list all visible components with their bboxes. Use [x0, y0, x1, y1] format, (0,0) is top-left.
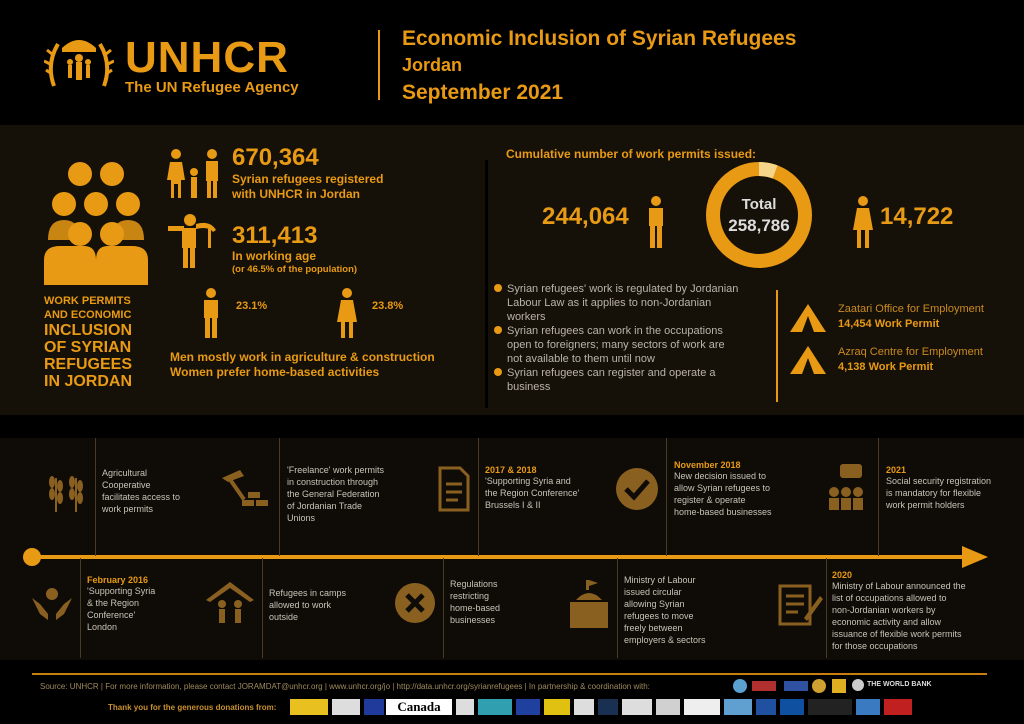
timeline-event [485, 465, 660, 511]
donor-logo [290, 699, 328, 715]
page-title: Economic Inclusion of Syrian Refugees [402, 27, 797, 50]
office-divider [776, 290, 778, 402]
logo-wordmark: UNHCR [125, 33, 289, 82]
timeline-event [269, 587, 379, 623]
event-date: February 2016 [87, 575, 149, 585]
tent-icon [788, 302, 828, 334]
ministry-building-icon [566, 578, 612, 630]
event-date: November 2018 [674, 460, 741, 470]
timeline-separator [666, 438, 667, 556]
event-text: outside [269, 612, 299, 622]
list-item [494, 324, 764, 366]
timeline-event [886, 465, 1018, 511]
registered-label: Syrian refugees registered [232, 172, 384, 186]
event-text: Regulations [450, 579, 498, 589]
event-text: refugees to move [624, 611, 694, 621]
donor-logo [622, 699, 652, 715]
side-title-line: AND ECONOMIC [44, 309, 132, 321]
event-text: of Jordanian Trade [287, 501, 363, 511]
permits-heading: Cumulative number of work permits issued: [506, 147, 757, 161]
event-date: 2020 [832, 570, 853, 580]
man-icon [646, 196, 666, 248]
event-text: register & operate [674, 495, 746, 505]
bullet-text: business [507, 381, 551, 393]
worker-icon [168, 212, 218, 270]
men-women-note: Women prefer home-based activities [170, 365, 380, 379]
donor-logo [724, 699, 752, 715]
event-text: in construction through [287, 477, 379, 487]
women-share-arc [759, 169, 775, 172]
event-text: home-based [450, 603, 501, 613]
footer-rule [32, 673, 987, 675]
event-text: businesses [450, 615, 496, 625]
donor-canada: Canada [386, 699, 452, 715]
donor-logo [516, 699, 540, 715]
partner-logo [752, 681, 776, 691]
total-value: 258,786 [728, 216, 790, 235]
women-percent: 23.8% [372, 300, 404, 312]
men-women-note: Men mostly work in agriculture & construction [170, 350, 435, 364]
timeline-event [287, 464, 467, 524]
working-age-label: In working age [232, 249, 317, 263]
camp-house-icon [204, 580, 256, 624]
event-text: Ministry of Labour announced the [832, 581, 966, 591]
donor-logo [808, 699, 852, 715]
donor-logo [856, 699, 880, 715]
event-text: non-Jordanian workers by [832, 605, 936, 615]
event-text: 'Supporting Syria and [485, 476, 571, 486]
bullet-list [494, 282, 764, 394]
event-text: facilitates access to [102, 492, 181, 502]
timeline-arrow [22, 544, 992, 570]
office1-name: Zaatari Office for Employment [838, 303, 984, 315]
event-text: work permit holders [886, 500, 965, 510]
timeline-event [450, 578, 560, 626]
side-title-line: REFUGEES [44, 356, 133, 373]
world-bank-icon [852, 679, 864, 691]
tent-icon [788, 344, 828, 376]
bullet-text: Syrian refugees can register and operate a [507, 367, 716, 379]
man-icon [201, 288, 221, 338]
event-text: restricting [450, 591, 490, 601]
donor-logo [684, 699, 720, 715]
event-text: New decision issued to [674, 471, 767, 481]
office2-value: 4,138 Work Permit [838, 361, 934, 373]
bullet-text: Syrian refugees can work in the occupations [507, 325, 723, 337]
list-edit-icon [778, 582, 824, 626]
side-title-line: WORK PERMITS [44, 295, 131, 307]
registered-value: 670,364 [232, 144, 319, 171]
event-text: for those occupations [832, 641, 918, 651]
timeline-event [674, 460, 869, 518]
timeline-separator [80, 558, 81, 658]
donor-logo [598, 699, 618, 715]
event-text: economic activity and allow [832, 617, 942, 627]
event-text: Social security registration [886, 476, 992, 486]
side-title-line: OF SYRIAN [44, 339, 132, 356]
event-text: home-based businesses [674, 507, 772, 517]
event-text: the General Federation [287, 489, 380, 499]
men-permits-value: 244,064 [542, 203, 629, 230]
donor-logo [478, 699, 512, 715]
event-text: freely between [624, 623, 683, 633]
side-title-line: INCLUSION [44, 322, 132, 339]
donor-logo [544, 699, 570, 715]
donor-logo [332, 699, 360, 715]
total-label: Total [741, 196, 777, 213]
header-divider [378, 30, 380, 100]
logo-subtitle: The UN Refugee Agency [125, 79, 299, 96]
support-hands-icon [30, 584, 74, 624]
event-text: Conference' [87, 610, 136, 620]
unhcr-logo-icon [44, 34, 114, 92]
office2-name: Azraq Centre for Employment [838, 346, 983, 358]
event-text: issuance of flexible work permits [832, 629, 962, 639]
event-text: issued circular [624, 587, 682, 597]
donor-logo [756, 699, 776, 715]
family-icon [166, 148, 224, 200]
timeline-separator [826, 558, 827, 658]
bullet-text: not available to them until now [507, 353, 655, 365]
timeline-separator [262, 558, 263, 658]
donor-logo [456, 699, 474, 715]
event-text: Unions [287, 513, 316, 523]
event-text: allowing Syrian [624, 599, 685, 609]
timeline-separator [617, 558, 618, 658]
timeline-event [102, 467, 272, 515]
event-text: 'Freelance' work permits [287, 465, 384, 475]
event-text: Agricultural [102, 468, 148, 478]
event-text: work permits [102, 504, 154, 514]
event-text: Brussels I & II [485, 500, 541, 510]
partner-logo [832, 679, 846, 693]
timeline-separator [878, 438, 879, 556]
woman-icon [336, 288, 358, 338]
working-age-value: 311,413 [232, 222, 318, 249]
source-note: Source: UNHCR | For more information, please contact JORAMDAT@unhcr.org | www.unhcr.org/jo | http://data.unhcr.org/syrianrefugees | In partnership & coordination with: [40, 682, 650, 691]
event-text: allowed to work [269, 600, 332, 610]
men-percent: 23.1% [236, 300, 268, 312]
bullet-text: open to foreigners; many sectors of work are [507, 339, 725, 351]
partner-logo [812, 679, 826, 693]
bullet-text: Labour Law as it applies to non-Jordanian [507, 297, 712, 309]
list-item [494, 366, 764, 394]
bullet-dot [494, 284, 502, 292]
partner-logo [733, 679, 747, 693]
event-text: the Region Conference' [485, 488, 580, 498]
bullet-dot [494, 368, 502, 376]
page-subtitle-date: September 2021 [402, 81, 564, 104]
event-text: London [87, 622, 118, 632]
donor-logo [656, 699, 680, 715]
working-age-note: (or 46.5% of the population) [232, 264, 358, 275]
eu-flag-icon [364, 699, 384, 715]
office1-value: 14,454 Work Permit [838, 318, 940, 330]
timeline-separator [95, 438, 96, 556]
registered-label: with UNHCR in Jordan [232, 187, 360, 201]
page-subtitle-country: Jordan [402, 55, 463, 75]
timeline-separator [279, 438, 280, 556]
event-text: is mandatory for flexible [886, 488, 982, 498]
donor-logo [780, 699, 804, 715]
donor-logo [884, 699, 912, 715]
event-text: list of occupations allowed to [832, 593, 947, 603]
bullet-text: workers [507, 311, 546, 323]
timeline-separator [478, 438, 479, 556]
total-permits-donut [704, 160, 814, 270]
event-text: Refugees in camps [269, 588, 347, 598]
bullet-text: Syrian refugees' work is regulated by Jordanian [507, 283, 739, 295]
crowd-icon [44, 160, 148, 285]
column-divider [485, 160, 488, 408]
timeline-event [832, 570, 1017, 652]
women-permits-value: 14,722 [880, 203, 954, 230]
event-text: 'Supporting Syria [87, 586, 156, 596]
partner-logo [784, 681, 808, 691]
restricted-icon [394, 582, 436, 624]
list-item [494, 282, 764, 324]
event-text: Cooperative [102, 480, 151, 490]
donor-logo [574, 699, 594, 715]
event-text: Ministry of Labour [624, 575, 696, 585]
bullet-dot [494, 326, 502, 334]
partner-world-bank: THE WORLD BANK [867, 681, 932, 688]
event-date: 2021 [886, 465, 907, 475]
event-text: allow Syrian refugees to [674, 483, 771, 493]
timeline-event [624, 574, 744, 646]
donations-note: Thank you for the generous donations from: [108, 703, 277, 712]
event-text: & the Region [87, 598, 140, 608]
woman-icon [852, 196, 874, 248]
wheat-icon [42, 468, 90, 512]
timeline-event [87, 575, 197, 633]
event-date: 2017 & 2018 [485, 465, 537, 475]
side-title [44, 294, 154, 390]
event-text: employers & sectors [624, 635, 706, 645]
timeline-separator [443, 558, 444, 658]
side-title-line: IN JORDAN [44, 373, 133, 390]
